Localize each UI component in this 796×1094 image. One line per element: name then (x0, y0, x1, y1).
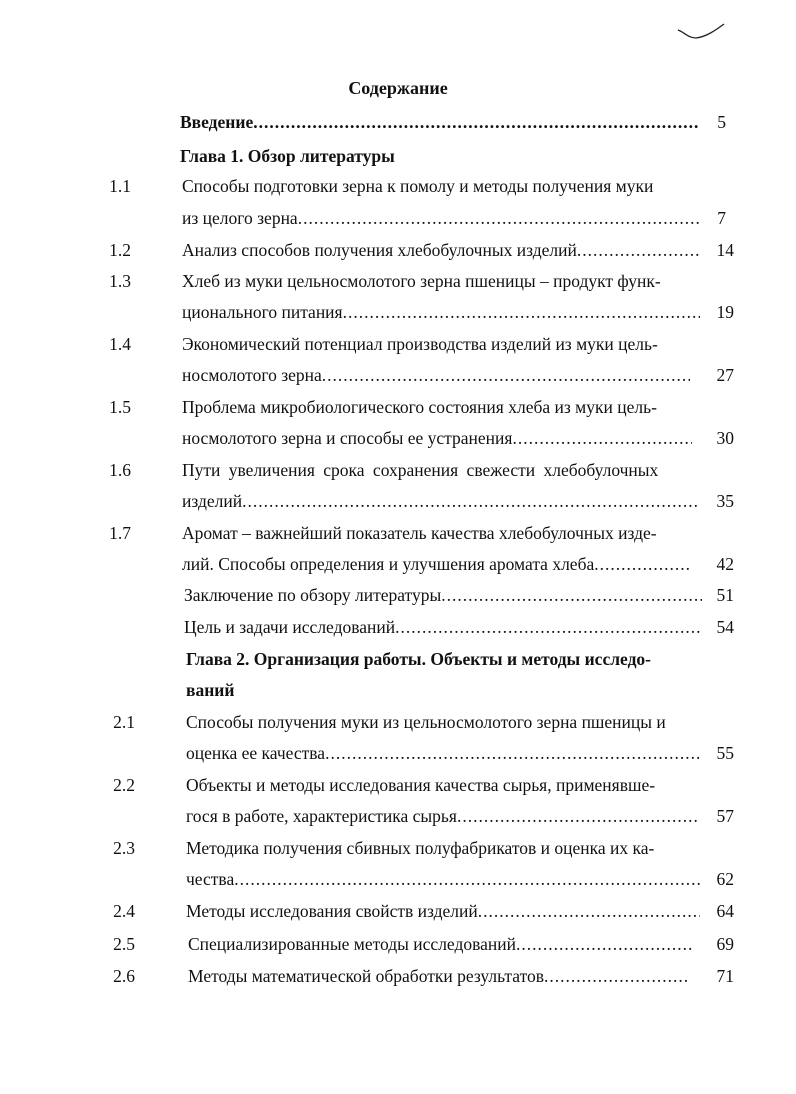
toc-1-5-line1: Проблема микробиологического состояния хлеба из муки цель- (182, 397, 657, 417)
toc-2-1-page: 55 (716, 743, 734, 763)
toc-intro-page: 5 (717, 112, 726, 132)
toc-1-3-page: 19 (716, 302, 734, 322)
toc-1-3-line1: Хлеб из муки цельносмолотого зерна пшеницы – продукт функ- (182, 271, 661, 291)
toc-1-1-number: 1.1 (109, 176, 131, 196)
toc-1-4-line1: Экономический потенциал производства изделий из муки цель- (182, 334, 658, 354)
toc-2-6-line1: Методы математической обработки результатов ..... (188, 966, 688, 987)
toc-1-1-line1: Способы подготовки зерна к помолу и методы получения муки (182, 176, 654, 196)
toc-1-6-line2: изделий ..... (182, 491, 700, 512)
toc-1-6-line1: Пути увеличения срока сохранения свежести хлебобулочных (182, 460, 659, 480)
toc-2-4-line1: Методы исследования свойств изделий ..... (186, 901, 700, 922)
toc-1-7-page: 42 (716, 554, 734, 574)
toc-1-4-page: 27 (716, 365, 734, 385)
toc-2-3-page: 62 (716, 869, 734, 889)
toc-1-1-page: 7 (717, 208, 726, 228)
toc-conclusion: Заключение по обзору литературы ..... (184, 585, 702, 606)
toc-1-5-page: 30 (716, 428, 734, 448)
toc-2-3-line2: чества ..... (186, 869, 700, 890)
chapter-2-heading-line2: ваний (186, 680, 235, 700)
toc-1-5-number: 1.5 (109, 397, 131, 417)
toc-2-2-line2: гося в работе, характеристика сырья ..... (186, 806, 700, 827)
toc-goals: Цель и задачи исследований ..... (184, 617, 702, 638)
toc-1-2-page: 14 (716, 240, 734, 260)
toc-2-1-line2: оценка ее качества ..... (186, 743, 700, 764)
toc-1-3-line2: ционального питания ..... (182, 302, 700, 323)
toc-goals-page: 54 (716, 617, 734, 637)
toc-2-2-page: 57 (716, 806, 734, 826)
toc-1-6-number: 1.6 (109, 460, 131, 480)
toc-2-3-line1: Методика получения сбивных полуфабрикатов и оценка их ка- (186, 838, 655, 858)
toc-1-5-line2: носмолотого зерна и способы ее устранения ..... (182, 428, 692, 449)
toc-2-5-line1: Специализированные методы исследований ..... (188, 934, 692, 955)
toc-2-5-page: 69 (716, 934, 734, 954)
toc-2-6-number: 2.6 (113, 966, 135, 986)
toc-2-2-number: 2.2 (113, 775, 135, 795)
toc-1-6-page: 35 (716, 491, 734, 511)
toc-2-3-number: 2.3 (113, 838, 135, 858)
toc-1-4-line2: носмолотого зерна ..... (182, 365, 690, 386)
toc-1-7-number: 1.7 (109, 523, 131, 543)
toc-1-4-number: 1.4 (109, 334, 131, 354)
toc-2-6-page: 71 (716, 966, 734, 986)
toc-2-1-line1: Способы получения муки из цельносмолотого зерна пшеницы и (186, 712, 666, 732)
toc-1-3-number: 1.3 (109, 271, 131, 291)
toc-2-4-page: 64 (716, 901, 734, 921)
handwritten-checkmark-icon (676, 20, 726, 46)
toc-2-1-number: 2.1 (113, 712, 135, 732)
chapter-2-heading-line1: Глава 2. Организация работы. Объекты и методы исследо- (186, 649, 651, 669)
toc-2-4-number: 2.4 (113, 901, 135, 921)
toc-2-2-line1: Объекты и методы исследования качества сырья, применявше- (186, 775, 656, 795)
toc-1-7-line2: лий. Способы определения и улучшения аромата хлеба ..... (182, 554, 690, 575)
toc-intro: Введение ..... (180, 112, 700, 133)
chapter-1-heading: Глава 1. Обзор литературы (180, 146, 395, 166)
toc-2-5-number: 2.5 (113, 934, 135, 954)
page-title: Содержание (348, 78, 448, 98)
toc-conclusion-page: 51 (716, 585, 734, 605)
toc-1-2-number: 1.2 (109, 240, 131, 260)
toc-1-2-line1: Анализ способов получения хлебобулочных изделий ..... (182, 240, 700, 261)
toc-1-1-line2: из целого зерна ..... (182, 208, 700, 229)
toc-1-7-line1: Аромат – важнейший показатель качества хлебобулочных изде- (182, 523, 657, 543)
